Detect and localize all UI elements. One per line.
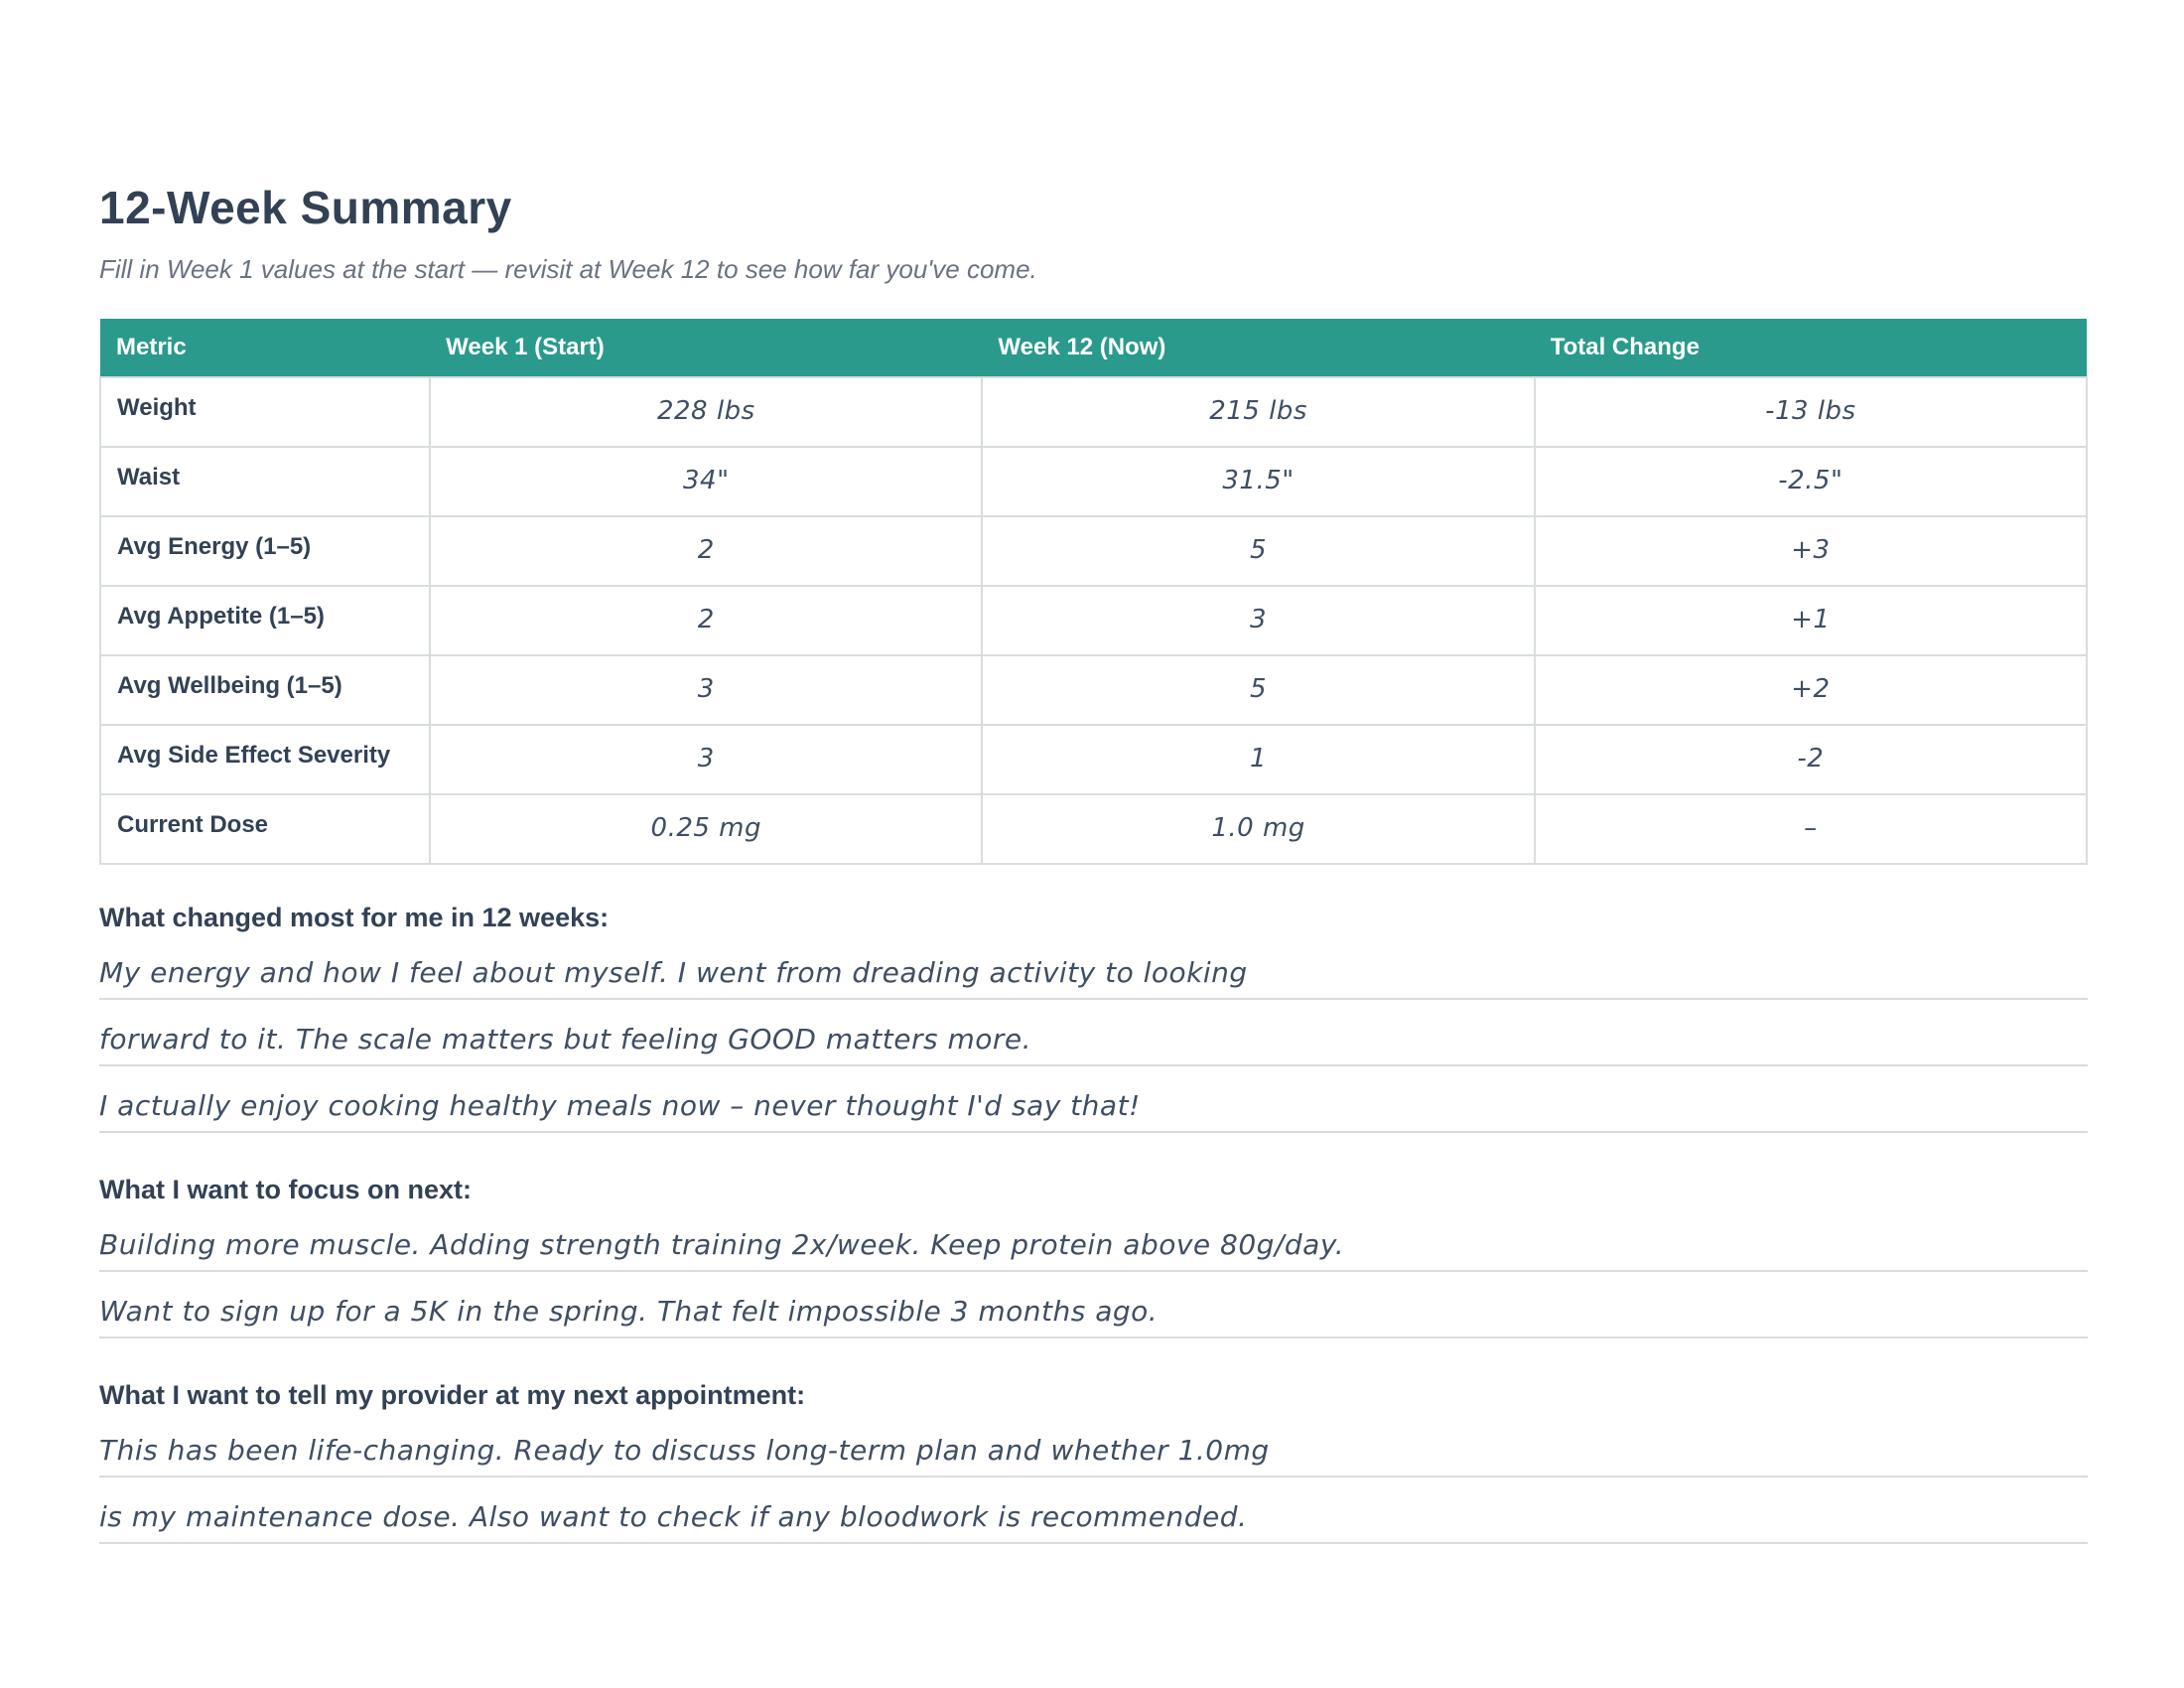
column-header-week12: Week 12 (Now) — [982, 319, 1534, 377]
metric-cell: Weight — [100, 377, 430, 447]
table-row — [100, 586, 2087, 655]
summary-table — [99, 319, 2088, 865]
answer-text: forward to it. The scale matters but feeling GOOD matters more. — [99, 1023, 1032, 1055]
week1-value-cell: 3 — [430, 655, 982, 725]
metric-cell: Avg Appetite (1–5) — [100, 586, 430, 655]
table-row — [100, 794, 2087, 864]
answer-text: I actually enjoy cooking healthy meals now – never thought I'd say that! — [99, 1089, 1141, 1122]
total-change-value-cell: – — [1535, 794, 2087, 864]
page-subtitle: Fill in Week 1 values at the start — revisit at Week 12 to see how far you've come. — [99, 254, 1037, 284]
page — [99, 0, 2088, 1544]
metric-cell: Avg Energy (1–5) — [100, 516, 430, 586]
section-heading: What I want to tell my provider at my next appointment: — [99, 1380, 806, 1410]
week1-value-cell: 2 — [430, 586, 982, 655]
week12-value-cell: 3 — [982, 586, 1534, 655]
answer-text: Building more muscle. Adding strength training 2x/week. Keep protein above 80g/day. — [99, 1228, 1345, 1261]
answer-line — [99, 1435, 2088, 1477]
summary-table-body — [100, 377, 2087, 864]
total-change-value-cell: +1 — [1535, 586, 2087, 655]
header-row — [100, 319, 2087, 377]
summary-section — [99, 1380, 2088, 1544]
page-title: 12-Week Summary — [99, 182, 512, 233]
week1-value-cell: 3 — [430, 725, 982, 794]
week12-value-cell: 5 — [982, 655, 1534, 725]
column-header-total-change: Total Change — [1535, 319, 2087, 377]
answer-text: Want to sign up for a 5K in the spring. That felt impossible 3 months ago. — [99, 1295, 1159, 1328]
answer-line — [99, 1024, 2088, 1066]
answer-line — [99, 957, 2088, 1000]
section-heading: What I want to focus on next: — [99, 1175, 472, 1204]
week12-value-cell: 5 — [982, 516, 1534, 586]
summary-section — [99, 903, 2088, 1133]
week12-value-cell: 215 lbs — [982, 377, 1534, 447]
total-change-value-cell: -2.5" — [1535, 447, 2087, 516]
answer-text: My energy and how I feel about myself. I went from dreading activity to looking — [99, 956, 1248, 989]
metric-cell: Avg Side Effect Severity — [100, 725, 430, 794]
answer-text: This has been life-changing. Ready to discuss long-term plan and whether 1.0mg — [99, 1434, 1270, 1467]
week1-value-cell: 228 lbs — [430, 377, 982, 447]
summary-section — [99, 1175, 2088, 1338]
week12-value-cell: 1.0 mg — [982, 794, 1534, 864]
table-row — [100, 377, 2087, 447]
column-header-week1: Week 1 (Start) — [430, 319, 982, 377]
sections — [99, 903, 2088, 1544]
week1-value-cell: 2 — [430, 516, 982, 586]
summary-table-header — [100, 319, 2087, 377]
answer-line — [99, 1090, 2088, 1133]
total-change-value-cell: +2 — [1535, 655, 2087, 725]
week12-value-cell: 1 — [982, 725, 1534, 794]
answer-line — [99, 1229, 2088, 1272]
column-header-metric: Metric — [100, 319, 430, 377]
metric-cell: Waist — [100, 447, 430, 516]
metric-cell: Current Dose — [100, 794, 430, 864]
section-heading: What changed most for me in 12 weeks: — [99, 903, 610, 932]
table-row — [100, 516, 2087, 586]
answer-line — [99, 1501, 2088, 1544]
table-row — [100, 655, 2087, 725]
total-change-value-cell: -2 — [1535, 725, 2087, 794]
table-row — [100, 725, 2087, 794]
table-row — [100, 447, 2087, 516]
week12-value-cell: 31.5" — [982, 447, 1534, 516]
metric-cell: Avg Wellbeing (1–5) — [100, 655, 430, 725]
total-change-value-cell: +3 — [1535, 516, 2087, 586]
answer-line — [99, 1296, 2088, 1338]
answer-text: is my maintenance dose. Also want to check if any bloodwork is recommended. — [99, 1500, 1248, 1533]
week1-value-cell: 34" — [430, 447, 982, 516]
total-change-value-cell: -13 lbs — [1535, 377, 2087, 447]
week1-value-cell: 0.25 mg — [430, 794, 982, 864]
